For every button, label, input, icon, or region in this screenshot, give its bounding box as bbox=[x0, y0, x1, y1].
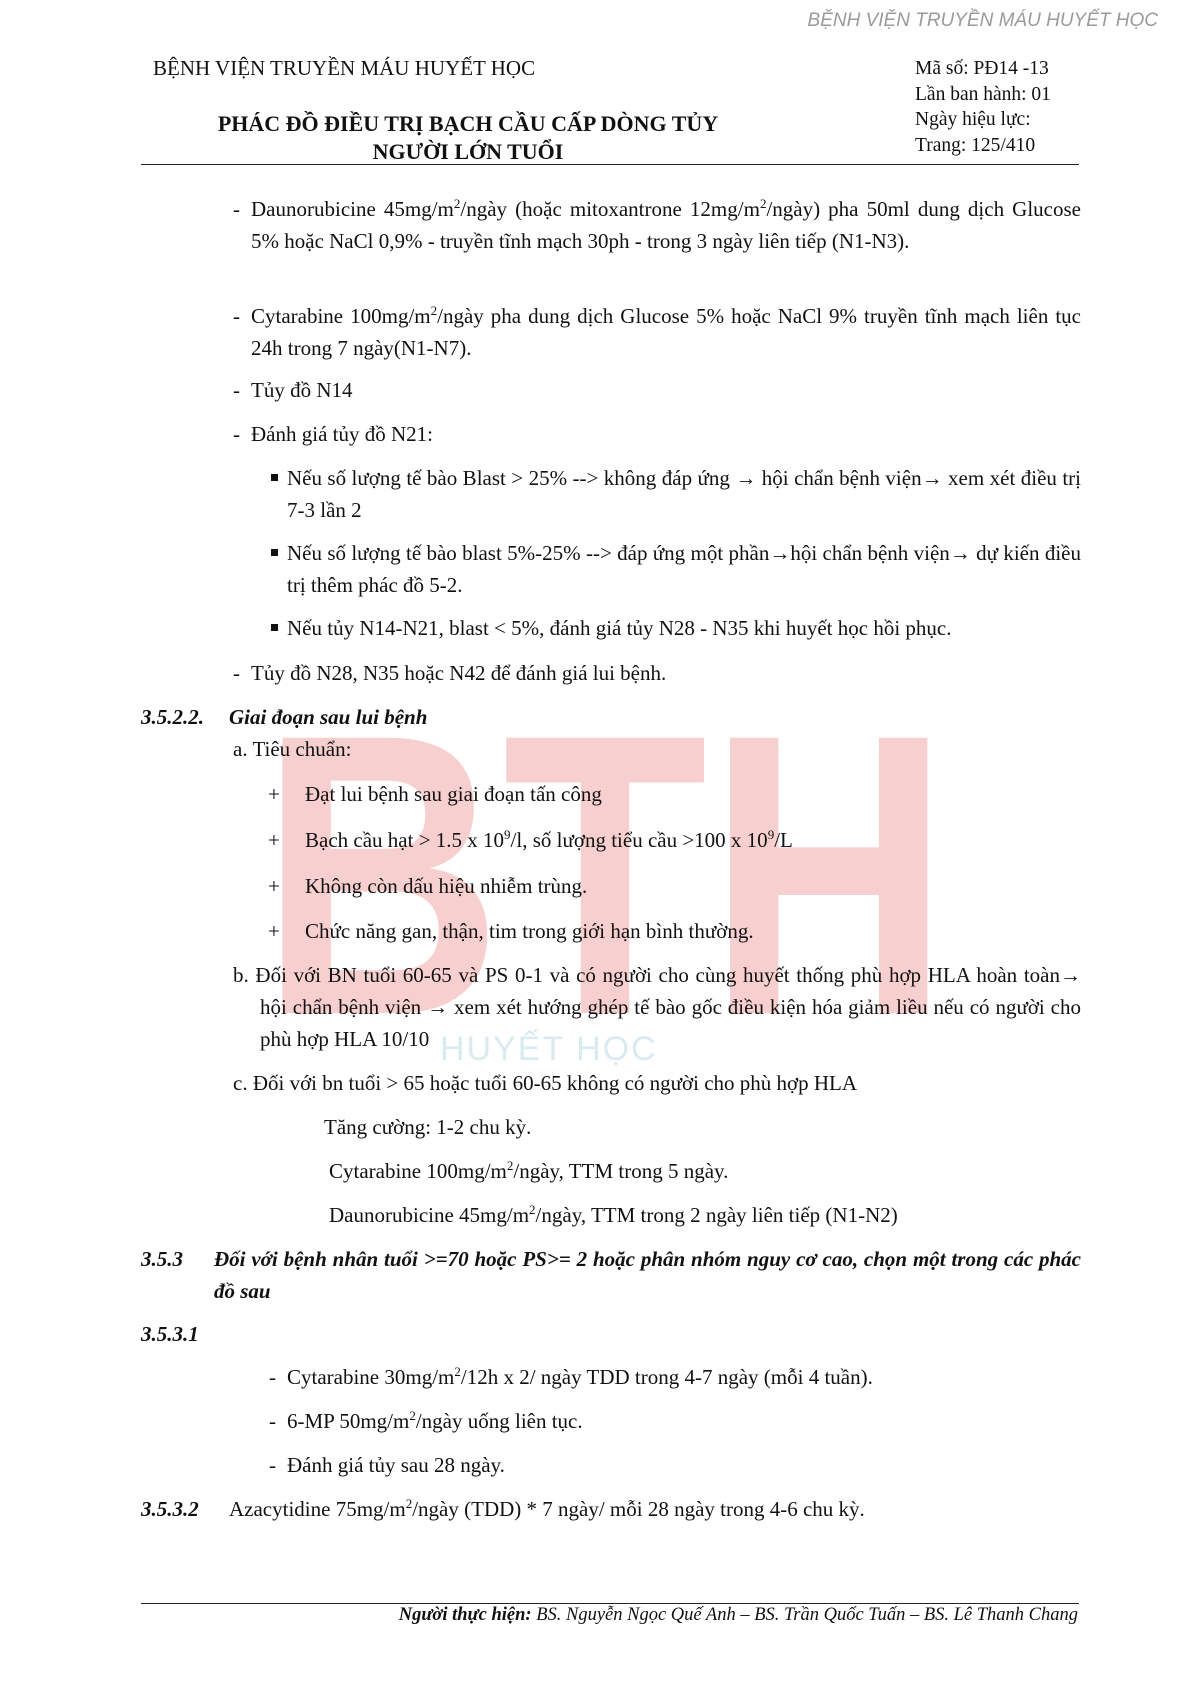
criteria-item: Bạch cầu hạt > 1.5 x $10^9/l$, số lượng tiểu cầu >100 x $10^9/L$ bbox=[305, 827, 793, 852]
doc-page: Trang: 125/410 bbox=[915, 134, 1036, 156]
paragraph-c: c. Đối với bn tuổi > 65 hoặc tuổi 60-65 không có người cho phù hợp HLA bbox=[233, 1071, 858, 1095]
regimen-line: Azacytidine $75mg/m^2$/ngày (TDD) * 7 ngày/ mỗi 28 ngày trong 4-6 chu kỳ. bbox=[229, 1496, 865, 1521]
subsection-title: a. Tiêu chuẩn: bbox=[233, 737, 352, 761]
doc-effective: Ngày hiệu lực: bbox=[915, 109, 1031, 130]
criteria-item: Chức năng gan, thận, tim trong giới hạn bình thường. bbox=[305, 919, 754, 943]
document-title bbox=[168, 110, 768, 166]
section-number: 3.5.2.2. bbox=[141, 705, 204, 729]
svg-text:BTH: BTH bbox=[260, 695, 950, 1025]
criteria-item: Đạt lui bệnh sau giai đoạn tấn công bbox=[305, 782, 602, 806]
bullet-item: Nếu số lượng tế bào blast 5%-25% --> đáp ứng một phần→hội chẩn bệnh viện→ dự kiến điều trị thêm phác đồ 5-2. bbox=[287, 541, 1081, 597]
watermark-text: HUYẾT HỌC bbox=[440, 1030, 658, 1068]
regimen-line: Daunorubicine $45mg/m^2$/ngày, TTM trong 2 ngày liên tiếp (N1-N2) bbox=[329, 1202, 898, 1227]
section-number: 3.5.3 bbox=[141, 1247, 183, 1271]
bullet-square bbox=[271, 549, 278, 556]
bullet-square bbox=[271, 624, 278, 631]
list-item: Daunorubicine $45mg/m^2$/ngày (hoặc mitoxantrone $12mg/m^2/ngày$) pha 50ml dung dịch Glucose 5% hoặc NaCl 0,9% - truyền tĩnh mạch 30ph - trong 3 ngày liên tiếp (N1-N3). bbox=[251, 196, 1081, 253]
section-title: Giai đoạn sau lui bệnh bbox=[229, 705, 428, 729]
footer-label: Người thực hiện: bbox=[398, 1605, 532, 1625]
regimen-line: Cytarabine $100mg/m^2$/ngày, TTM trong 5 ngày. bbox=[329, 1158, 729, 1183]
dash-marker: - bbox=[269, 1365, 276, 1389]
dash-marker: - bbox=[233, 304, 240, 328]
hospital-name: BỆNH VIỆN TRUYỀN MÁU HUYẾT HỌC bbox=[153, 56, 536, 80]
regimen-line: Tăng cường: 1-2 chu kỳ. bbox=[324, 1115, 532, 1139]
list-item: Cytarabine $100mg/m^2$/ngày pha dung dịch Glucose 5% hoặc NaCl 9% truyền tĩnh mạch liên tục 24h trong 7 ngày(N1-N7). bbox=[251, 303, 1081, 360]
header-watermark-note: BỆNH VIỆN TRUYỀN MÁU HUYẾT HỌC bbox=[807, 10, 1158, 31]
list-item: Tủy đồ N28, N35 hoặc N42 để đánh giá lui bệnh. bbox=[251, 661, 667, 685]
dash-marker: - bbox=[233, 197, 240, 221]
doc-code: Mã số: PĐ14 -13 bbox=[915, 58, 1049, 79]
bullet-square bbox=[271, 474, 278, 481]
bullet-item: Nếu số lượng tế bào Blast > 25% --> không đáp ứng → hội chẩn bệnh viện→ xem xét điều trị 7-3 lần 2 bbox=[287, 466, 1081, 522]
dash-marker: - bbox=[269, 1409, 276, 1433]
list-item: Đánh giá tủy đồ N21: bbox=[251, 422, 433, 446]
section-title: Đối với bệnh nhân tuổi >=70 hoặc PS>= 2 hoặc phân nhóm nguy cơ cao, chọn một trong các phác đồ sau bbox=[214, 1247, 1081, 1303]
dash-marker: - bbox=[233, 378, 240, 402]
footer-names: BS. Nguyễn Ngọc Quế Anh – BS. Trần Quốc Tuấn – BS. Lê Thanh Chang bbox=[531, 1605, 1078, 1625]
header-rule bbox=[141, 164, 1079, 165]
paragraph-b: b. Đối với BN tuổi 60-65 và PS 0-1 và có người cho cùng huyết thống phù hợp HLA hoàn toàn→ hội chẩn bệnh viện → xem xét hướng ghép tế bào gốc điều kiện hóa giảm liều nếu có người cho phù hợp HLA 10/10 bbox=[233, 963, 1081, 1051]
criteria-item: Không còn dấu hiệu nhiễm trùng. bbox=[305, 874, 588, 898]
plus-marker: + bbox=[268, 919, 280, 943]
title-line-1: PHÁC ĐỒ ĐIỀU TRỊ BẠCH CẦU CẤP DÒNG TỦY bbox=[217, 111, 719, 136]
plus-marker: + bbox=[268, 782, 280, 806]
section-number: 3.5.3.2 bbox=[141, 1497, 199, 1521]
doc-issue: Lần ban hành: 01 bbox=[915, 83, 1051, 105]
dash-marker: - bbox=[233, 422, 240, 446]
list-item: Cytarabine $30mg/m^2/12h$ x 2/ ngày TDD trong 4-7 ngày (mỗi 4 tuần). bbox=[287, 1364, 873, 1389]
title-line-2: NGƯỜI LỚN TUỔI bbox=[372, 139, 564, 164]
plus-marker: + bbox=[268, 828, 280, 852]
section-number: 3.5.3.1 bbox=[141, 1322, 199, 1346]
dash-marker: - bbox=[269, 1453, 276, 1477]
footer-rule bbox=[141, 1603, 1079, 1604]
footer-authors bbox=[399, 1605, 1078, 1626]
plus-marker: + bbox=[268, 874, 280, 898]
list-item: Đánh giá tủy sau 28 ngày. bbox=[287, 1453, 505, 1477]
list-item: Tủy đồ N14 bbox=[251, 378, 353, 402]
bullet-item: Nếu tủy N14-N21, blast < 5%, đánh giá tủy N28 - N35 khi huyết học hồi phục. bbox=[287, 616, 952, 640]
list-item: 6-MP $50mg/m^2$/ngày uống liên tục. bbox=[287, 1408, 583, 1433]
document-meta bbox=[915, 56, 1051, 158]
dash-marker: - bbox=[233, 661, 240, 685]
